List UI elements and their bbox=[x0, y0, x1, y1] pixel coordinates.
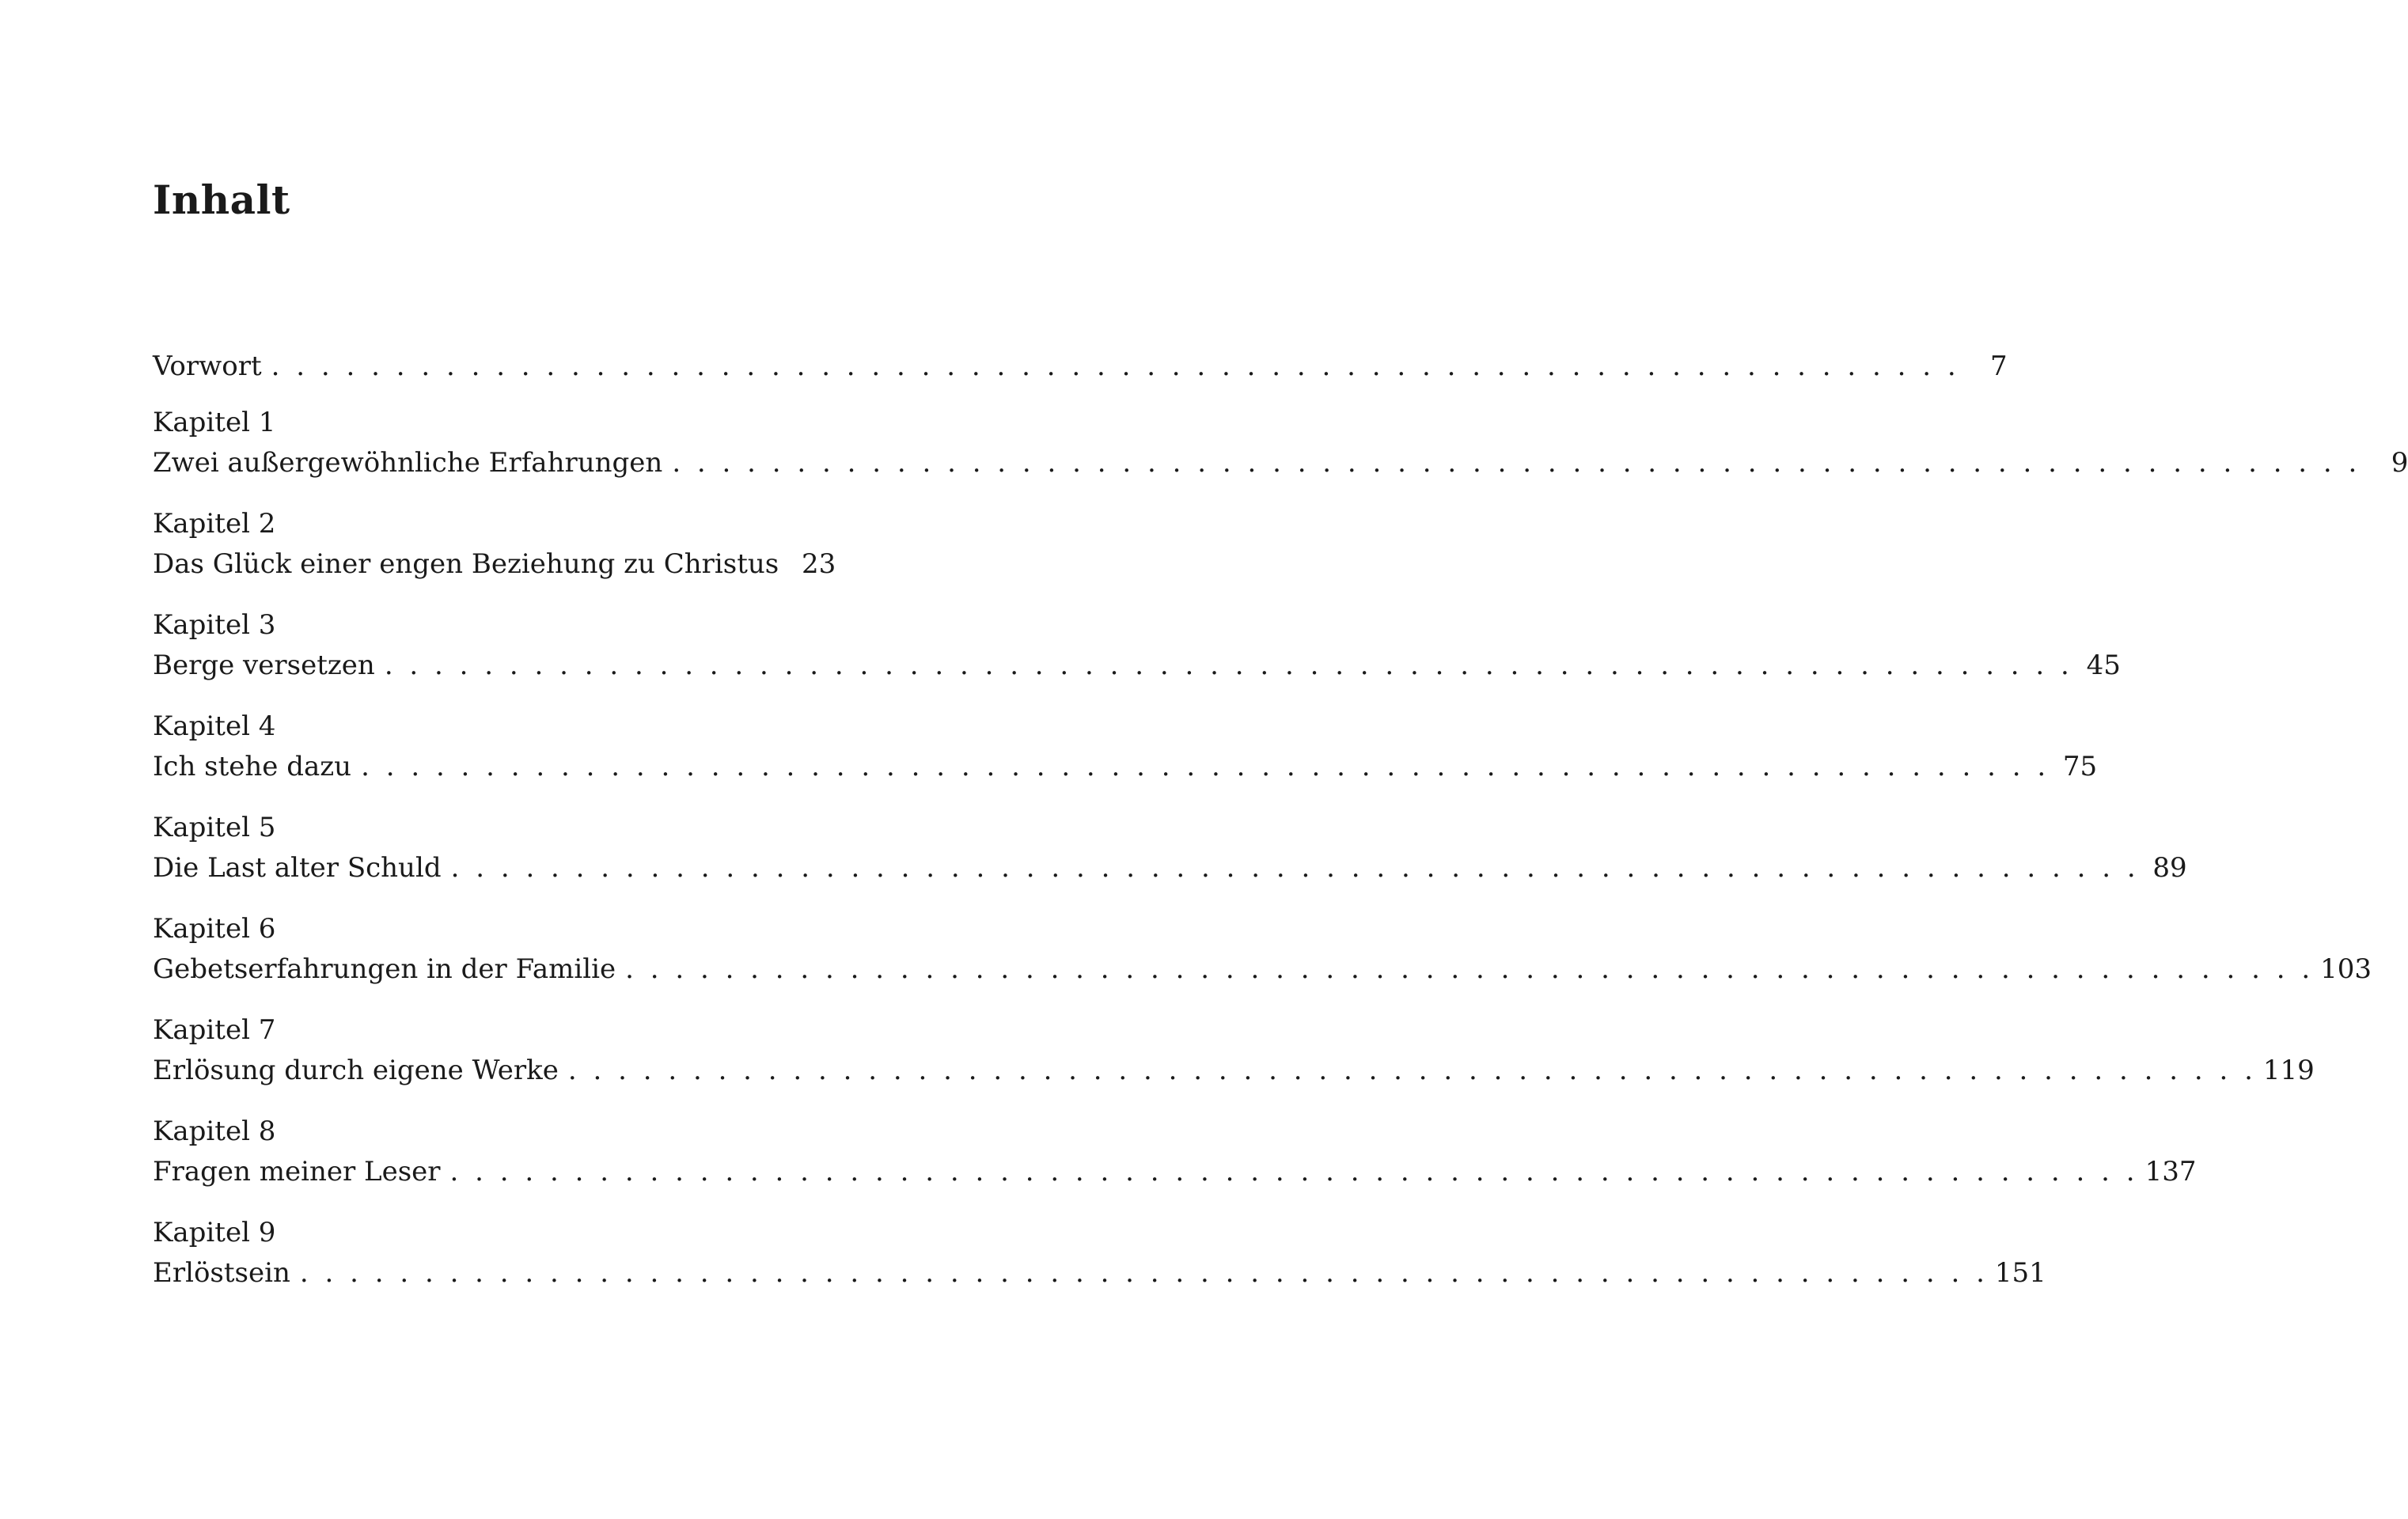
chapter-label: Kapitel 9 bbox=[153, 1217, 276, 1248]
toc-page-number: 103 bbox=[2320, 953, 2372, 985]
chapter-label: Kapitel 1 bbox=[153, 407, 276, 438]
toc-entry-kapitel-8 bbox=[153, 1112, 2197, 1192]
toc-line bbox=[153, 1253, 2046, 1294]
toc-entry-kapitel-4 bbox=[153, 706, 2098, 787]
toc-page-number: 119 bbox=[2262, 1055, 2315, 1086]
page-title: Inhalt bbox=[153, 176, 290, 223]
toc-title: Das Glück einer engen Beziehung zu Christus bbox=[153, 548, 779, 580]
toc-title: Berge versetzen bbox=[153, 650, 375, 681]
toc-entry-kapitel-2 bbox=[153, 504, 836, 585]
chapter-label: Kapitel 5 bbox=[153, 812, 276, 843]
dot-leader: . . . . . . . . . . . . . . . . . . . . . . . . . . . . . . . . . . . . . . . . . . . . . . . . . . . . . . . . . . . . . . . . . . . . bbox=[299, 1257, 1989, 1289]
dot-leader: . . . . . . . . . . . . . . . . . . . . . . . . . . . . . . . . . . . . . . . . . . . . . . . . . . . . . . . . . . . . . . . . . . . . bbox=[361, 751, 2050, 782]
chapter-label: Kapitel 8 bbox=[153, 1116, 276, 1147]
toc-title: Gebetserfahrungen in der Familie bbox=[153, 953, 616, 985]
toc-page-number: 137 bbox=[2144, 1156, 2197, 1188]
toc-entry-kapitel-5 bbox=[153, 808, 2187, 888]
toc-line bbox=[153, 347, 2008, 387]
toc-line bbox=[153, 646, 2121, 686]
toc-entry-kapitel-7 bbox=[153, 1010, 2315, 1091]
dot-leader: . . . . . . . . . . . . . . . . . . . . . . . . . . . . . . . . . . . . . . . . . . . . . . . . . . . . . . . . . . . . . . . . . . . . bbox=[625, 953, 2315, 985]
toc-title: Die Last alter Schuld bbox=[153, 852, 442, 884]
toc-page-number: 45 bbox=[2086, 650, 2121, 681]
toc-page-number: 9 bbox=[2391, 447, 2408, 479]
toc-line bbox=[153, 443, 2408, 483]
toc-entry-kapitel-6 bbox=[153, 909, 2372, 990]
toc-page-number: 151 bbox=[1994, 1257, 2046, 1289]
dot-leader: . . . . . . . . . . . . . . . . . . . . . . . . . . . . . . . . . . . . . . . . . . . . . . . . . . . . . . . . . . . . . . . . . . . . bbox=[271, 350, 1960, 382]
dot-leader: . . . . . . . . . . . . . . . . . . . . . . . . . . . . . . . . . . . . . . . . . . . . . . . . . . . . . . . . . . . . . . . . . . . . bbox=[449, 1156, 2139, 1188]
toc-title: Vorwort bbox=[153, 350, 262, 382]
chapter-label: Kapitel 3 bbox=[153, 609, 276, 641]
chapter-label: Kapitel 4 bbox=[153, 710, 276, 742]
toc-entry-kapitel-1 bbox=[153, 403, 2408, 483]
toc-line bbox=[153, 949, 2372, 990]
toc-entry-kapitel-3 bbox=[153, 605, 2121, 686]
toc-title: Zwei außergewöhnliche Erfahrungen bbox=[153, 447, 663, 479]
toc-title: Erlösung durch eigene Werke bbox=[153, 1055, 559, 1086]
toc-page-number: 7 bbox=[1990, 350, 2008, 382]
table-of-contents bbox=[153, 347, 2408, 1314]
toc-entry-kapitel-9 bbox=[153, 1213, 2046, 1294]
toc-page-number: 89 bbox=[2152, 852, 2187, 884]
dot-leader: . . . . . . . . . . . . . . . . . . . . . . . . . . . . . . . . . . . . . . . . . . . . . . . . . . . . . . . . . . . . . . . . . . . . bbox=[450, 852, 2140, 884]
toc-line bbox=[153, 1152, 2197, 1192]
dot-leader: . . . . . . . . . . . . . . . . . . . . . . . . . . . . . . . . . . . . . . . . . . . . . . . . . . . . . . . . . . . . . . . . . . . . bbox=[567, 1055, 2257, 1086]
toc-line bbox=[153, 747, 2098, 787]
toc-title: Erlöstsein bbox=[153, 1257, 290, 1289]
toc-title: Fragen meiner Leser bbox=[153, 1156, 441, 1188]
toc-title: Ich stehe dazu bbox=[153, 751, 352, 782]
dot-leader: . . . . . . . . . . . . . . . . . . . . . . . . . . . . . . . . . . . . . . . . . . . . . . . . . . . . . . . . . . . . . . . . . . . . bbox=[384, 650, 2073, 681]
toc-line bbox=[153, 1051, 2315, 1091]
toc-entry-vorwort bbox=[153, 347, 2008, 387]
chapter-label: Kapitel 7 bbox=[153, 1014, 276, 1046]
chapter-label: Kapitel 2 bbox=[153, 508, 276, 540]
toc-line bbox=[153, 848, 2187, 888]
toc-line bbox=[153, 544, 836, 585]
toc-page-number: 75 bbox=[2062, 751, 2098, 782]
chapter-label: Kapitel 6 bbox=[153, 913, 276, 945]
toc-page-number: 23 bbox=[801, 548, 836, 580]
dot-leader: . . . . . . . . . . . . . . . . . . . . . . . . . . . . . . . . . . . . . . . . . . . . . . . . . . . . . . . . . . . . . . . . . . . . bbox=[672, 447, 2361, 479]
